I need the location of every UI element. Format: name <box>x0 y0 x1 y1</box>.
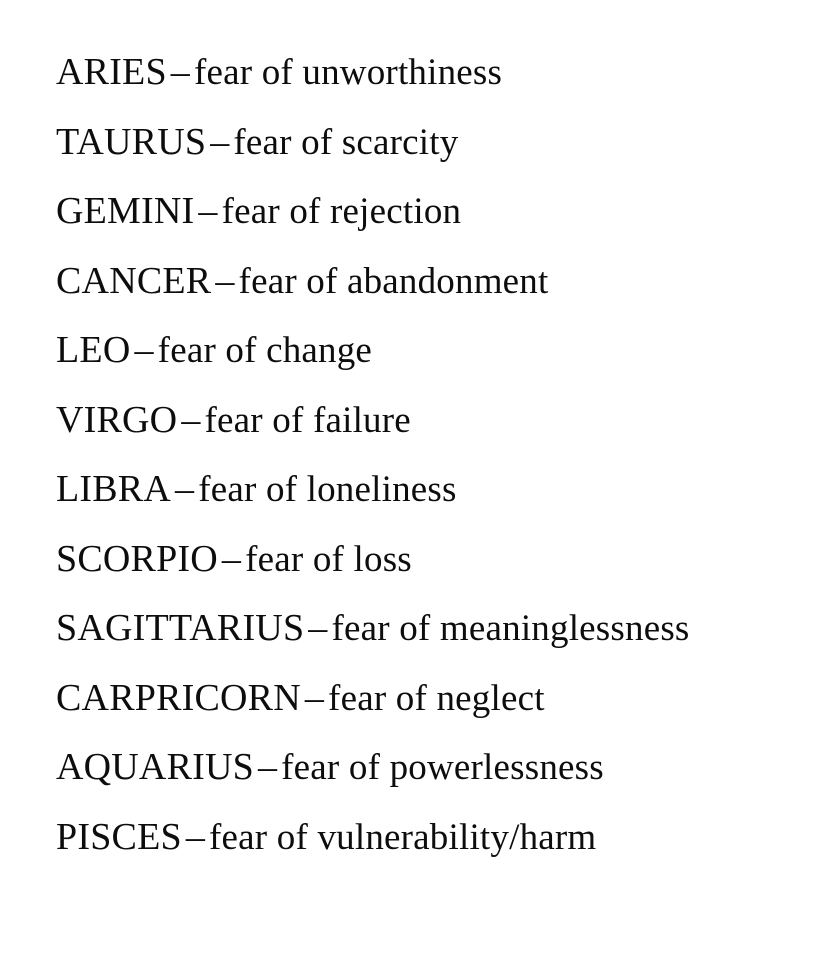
separator-dash: – <box>304 676 325 719</box>
zodiac-sign-label: LIBRA <box>56 468 171 510</box>
separator-dash: – <box>170 51 190 93</box>
list-item <box>56 525 792 595</box>
zodiac-sign-label: TAURUS <box>56 120 207 163</box>
zodiac-sign-label: AQUARIUS <box>56 746 254 788</box>
separator-dash: – <box>215 259 235 302</box>
list-item <box>56 177 792 247</box>
zodiac-fear-label: fear of meaninglessness <box>331 608 690 649</box>
zodiac-sign-label: CANCER <box>56 259 212 302</box>
zodiac-fear-label: fear of loss <box>245 538 412 580</box>
separator-dash: – <box>181 398 201 441</box>
list-item <box>56 594 792 664</box>
list-item <box>56 386 792 456</box>
separator-dash: – <box>210 120 230 163</box>
list-item <box>56 803 792 873</box>
zodiac-sign-label: CARPRICORN <box>56 676 301 719</box>
separator-dash: – <box>134 329 154 371</box>
zodiac-fear-label: fear of loneliness <box>198 469 457 510</box>
zodiac-sign-label: LEO <box>56 329 131 371</box>
zodiac-fear-label: fear of rejection <box>221 191 462 232</box>
separator-dash: – <box>221 537 242 580</box>
zodiac-sign-label: ARIES <box>56 51 167 93</box>
list-item <box>56 316 792 386</box>
zodiac-sign-label: SAGITTARIUS <box>56 607 305 649</box>
list-item <box>56 108 792 178</box>
list-item <box>56 247 792 317</box>
zodiac-fear-label: fear of unworthiness <box>194 52 503 93</box>
zodiac-fear-label: fear of abandonment <box>238 260 549 302</box>
zodiac-fear-list <box>56 38 792 872</box>
list-item <box>56 455 792 525</box>
separator-dash: – <box>257 746 278 788</box>
separator-dash: – <box>308 607 328 649</box>
list-item <box>56 38 792 108</box>
zodiac-sign-label: GEMINI <box>56 190 195 232</box>
separator-dash: – <box>185 815 206 858</box>
zodiac-sign-label: VIRGO <box>56 398 178 441</box>
zodiac-sign-label: PISCES <box>56 815 182 858</box>
zodiac-fear-label: fear of change <box>157 330 373 371</box>
zodiac-fear-label: fear of neglect <box>328 677 545 719</box>
list-item <box>56 733 792 803</box>
zodiac-fear-label: fear of powerlessness <box>281 747 604 788</box>
list-item <box>56 664 792 734</box>
zodiac-fear-label: fear of failure <box>204 399 411 441</box>
zodiac-sign-label: SCORPIO <box>56 537 218 580</box>
zodiac-fear-label: fear of scarcity <box>233 121 459 163</box>
separator-dash: – <box>198 190 218 232</box>
zodiac-fear-label: fear of vulnerability/harm <box>209 816 597 858</box>
separator-dash: – <box>175 468 195 510</box>
